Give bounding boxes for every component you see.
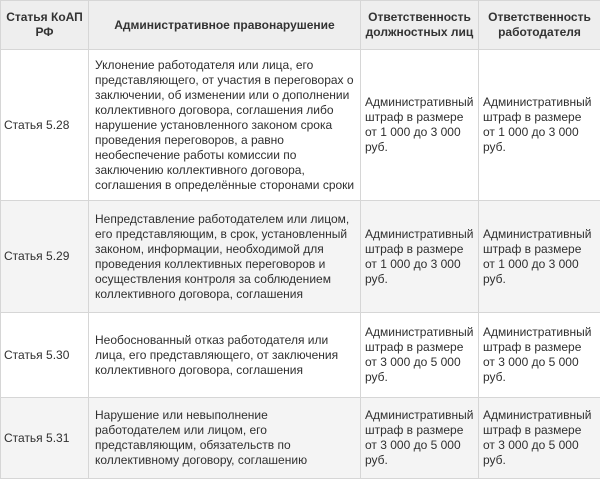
violation-cell: Нарушение или невыполнение работодателем или лицом, его представляющим, обязательств по коллективному договору, соглашению [89, 398, 361, 479]
officials-liability-cell: Административный штраф в размере от 3 000 до 5 000 руб. [361, 313, 479, 398]
officials-liability-cell: Административный штраф в размере от 1 000 до 3 000 руб. [361, 201, 479, 313]
article-cell: Статья 5.30 [1, 313, 89, 398]
officials-liability-cell: Административный штраф в размере от 3 000 до 5 000 руб. [361, 398, 479, 479]
header-violation: Административное правонарушение [89, 1, 361, 50]
employer-liability-cell: Административный штраф в размере от 1 000 до 3 000 руб. [479, 201, 600, 313]
article-cell: Статья 5.31 [1, 398, 89, 479]
table-header-row [1, 1, 600, 50]
violation-cell: Уклонение работодателя или лица, его представляющего, от участия в переговорах о заключении, об изменении или о дополнении коллективного договора, соглашения либо нарушение установленного законом срока проведения переговоров, а равно необеспечение работы комиссии по заключению коллективного договора, соглашения в определённые сторонами сроки [89, 50, 361, 201]
officials-liability-cell: Административный штраф в размере от 1 000 до 3 000 руб. [361, 50, 479, 201]
header-article: Статья КоАП РФ [1, 1, 89, 50]
table-row [1, 50, 600, 201]
employer-liability-cell: Административный штраф в размере от 1 000 до 3 000 руб. [479, 50, 600, 201]
employer-liability-cell: Административный штраф в размере от 3 000 до 5 000 руб. [479, 313, 600, 398]
violation-cell: Необоснованный отказ работодателя или лица, его представляющего, от заключения коллективного договора, соглашения [89, 313, 361, 398]
employer-liability-cell: Административный штраф в размере от 3 000 до 5 000 руб. [479, 398, 600, 479]
article-cell: Статья 5.28 [1, 50, 89, 201]
header-officials-liability: Ответственность должностных лиц [361, 1, 479, 50]
table-row [1, 201, 600, 313]
table-row [1, 313, 600, 398]
header-employer-liability: Ответственность работодателя [479, 1, 600, 50]
article-cell: Статья 5.29 [1, 201, 89, 313]
violation-cell: Непредставление работодателем или лицом, его представляющим, в срок, установленный законом, информации, необходимой для проведения коллективных переговоров и осуществления контроля за соблюдением коллективного договора, соглашения [89, 201, 361, 313]
table-row [1, 398, 600, 479]
